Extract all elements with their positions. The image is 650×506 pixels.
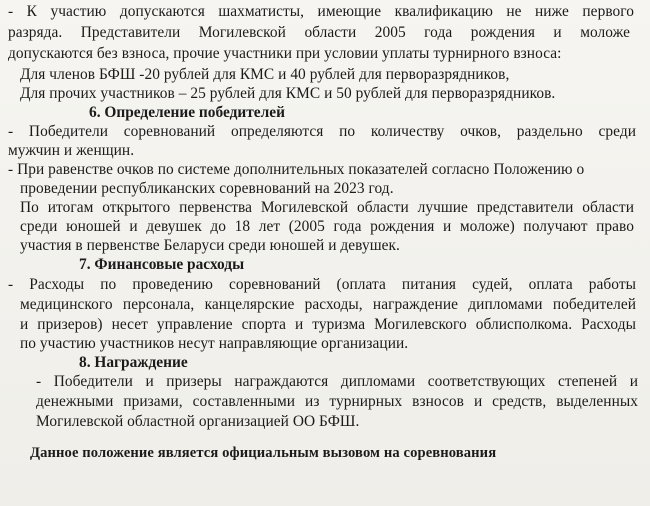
section-7-line-4: по участию участников несут направляющие организации. [20, 335, 409, 352]
section-7-line-3: и призеров) несет управление спорта и туризма Могилевского облисполкома. Расходы [20, 316, 636, 333]
participation-line-5: Для прочих участников – 25 рублей для КМС и 50 рублей для перворазрядников. [20, 85, 556, 102]
section-6-line-7: участия в первенстве Беларуси среди юношей и девушек. [20, 237, 400, 254]
section-6-line-4: проведении республиканских соревнований на 2023 год. [20, 180, 394, 197]
section-6-line-2: мужчин и женщин. [8, 142, 135, 159]
section-8-line-3: Могилевской областной организацией ОО БФШ. [36, 413, 360, 430]
participation-line-1: - К участию допускаются шахматисты, имеющие квалификацию не ниже первого [8, 3, 634, 20]
section-6-line-5: По итогам открытого первенства Могилевской области лучшие представители области [20, 199, 634, 216]
section-8-line-2: денежными призами, составленными из турнирных взносов и средств, выделенных [36, 393, 638, 410]
section-6-line-6: среди юношей и девушек до 18 лет (2005 года рождения и моложе) получают право [20, 218, 634, 235]
section-6-line-3: - При равенстве очков по системе дополнительных показателей согласно Положению о [8, 161, 585, 178]
section-7-line-1: - Расходы по проведению соревнований (оплата питания судей, оплата работы [8, 276, 636, 293]
section-7-line-2: медицинского персонала, канцелярские расходы, награждение дипломами победителей [20, 296, 636, 313]
closing-statement: Данное положение является официальным вызовом на соревнования [30, 445, 497, 461]
participation-line-4: Для членов БФШ -20 рублей для КМС и 40 рублей для перворазрядников, [20, 66, 510, 83]
section-8-line-1: - Победители и призеры награждаются дипломами соответствующих степеней и [36, 373, 638, 390]
section-8-heading: 8. Награждение [79, 354, 188, 371]
section-6-heading: 6. Определение победителей [89, 104, 285, 121]
section-6-line-1: - Победители соревнований определяются по количеству очков, раздельно среди [8, 123, 636, 140]
section-7-heading: 7. Финансовые расходы [79, 256, 245, 273]
participation-line-2: разряда. Представители Могилевской области 2005 года рождения и моложе [8, 24, 630, 41]
participation-line-3: допускаются без взноса, прочие участники при условии уплаты турнирного взноса: [8, 45, 562, 62]
